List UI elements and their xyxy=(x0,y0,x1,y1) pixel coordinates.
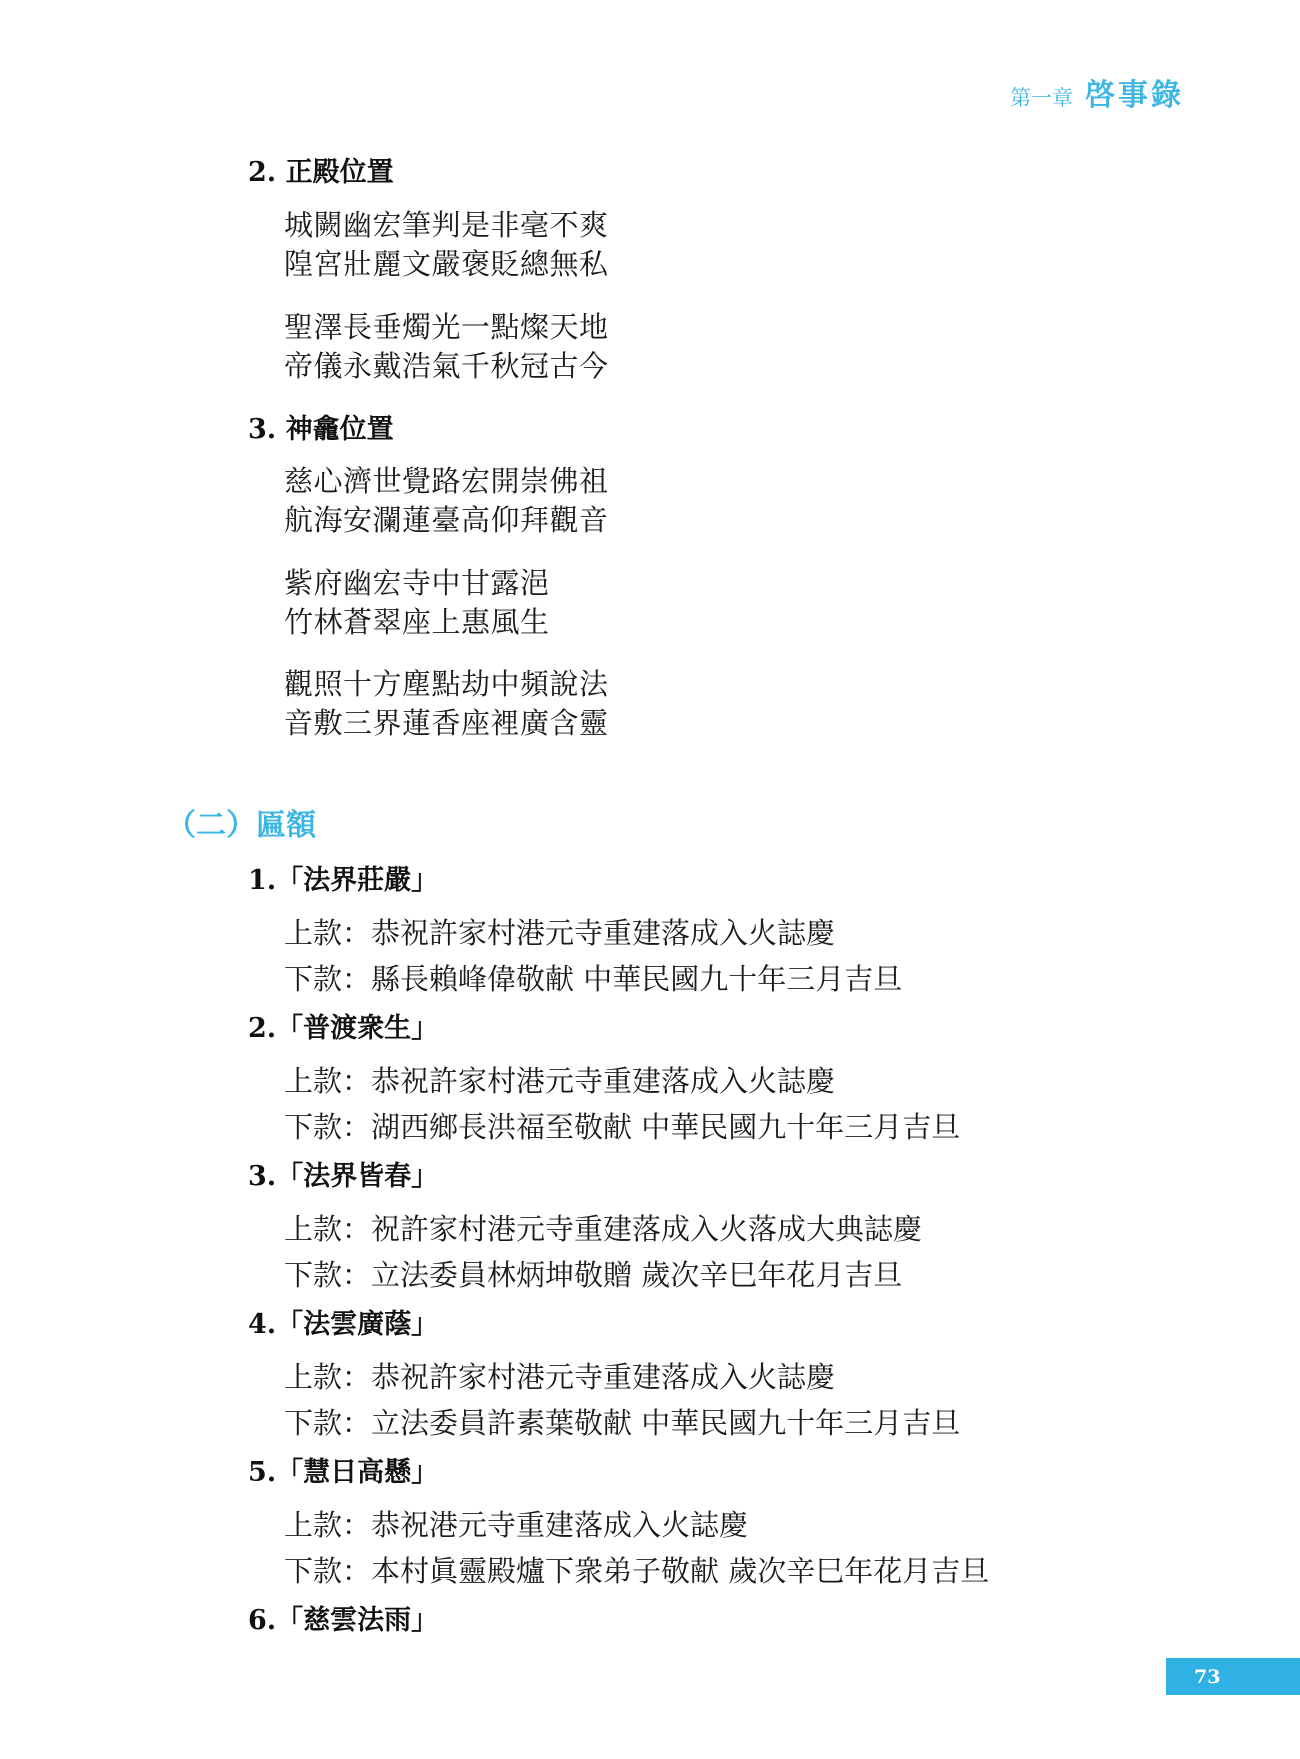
couplet-line: 隍宮壯麗文嚴褒貶總無私 xyxy=(284,247,609,281)
section-heading-shrine: 3. 神龕位置 xyxy=(248,414,394,445)
plaque-title: 5.「慧日高懸」 xyxy=(248,1457,439,1488)
couplet-line: 音敷三界蓮香座裡廣含靈 xyxy=(284,706,609,740)
plaque-lower-inscription: 下款：本村眞靈殿爐下衆弟子敬献 歲次辛巳年花月吉旦 xyxy=(284,1554,990,1588)
chapter-label: 第一章 xyxy=(1010,86,1073,110)
couplet-line: 航海安瀾蓮臺高仰拜觀音 xyxy=(284,503,609,537)
couplet-line: 紫府幽宏寺中甘露浥 xyxy=(284,566,550,600)
couplet-line: 城闕幽宏筆判是非毫不爽 xyxy=(284,208,609,242)
plaque-lower-inscription: 下款：立法委員許素葉敬献 中華民國九十年三月吉旦 xyxy=(284,1406,961,1440)
running-header xyxy=(1010,70,1184,114)
plaque-title: 4.「法雲廣蔭」 xyxy=(248,1309,439,1340)
plaque-title: 3.「法界皆春」 xyxy=(248,1161,439,1192)
section-heading-main-hall: 2. 正殿位置 xyxy=(248,157,394,188)
plaque-upper-inscription: 上款：祝許家村港元寺重建落成入火落成大典誌慶 xyxy=(284,1212,923,1246)
couplet-line: 竹林蒼翠座上惠風生 xyxy=(284,605,550,639)
couplet-line: 帝儀永戴浩氣千秋冠古今 xyxy=(284,349,609,383)
plaque-lower-inscription: 下款：立法委員林炳坤敬贈 歲次辛巳年花月吉旦 xyxy=(284,1258,903,1292)
couplet-line: 慈心濟世覺路宏開崇佛祖 xyxy=(284,464,609,498)
couplet-line: 聖澤長垂燭光一點燦天地 xyxy=(284,310,609,344)
chapter-title: 啓事錄 xyxy=(1085,78,1184,113)
plaque-title: 2.「普渡衆生」 xyxy=(248,1013,439,1044)
plaque-title: 1.「法界莊嚴」 xyxy=(248,865,439,896)
page-number: 73 xyxy=(1166,1658,1300,1695)
section-heading-plaques: （二）匾額 xyxy=(166,808,316,843)
plaque-lower-inscription: 下款：湖西鄉長洪福至敬献 中華民國九十年三月吉旦 xyxy=(284,1110,961,1144)
plaque-upper-inscription: 上款：恭祝港元寺重建落成入火誌慶 xyxy=(284,1508,749,1542)
plaque-upper-inscription: 上款：恭祝許家村港元寺重建落成入火誌慶 xyxy=(284,1360,836,1394)
plaque-upper-inscription: 上款：恭祝許家村港元寺重建落成入火誌慶 xyxy=(284,916,836,950)
couplet-line: 觀照十方塵點劫中頻說法 xyxy=(284,667,609,701)
plaque-lower-inscription: 下款：縣長賴峰偉敬献 中華民國九十年三月吉旦 xyxy=(284,962,903,996)
plaque-upper-inscription: 上款：恭祝許家村港元寺重建落成入火誌慶 xyxy=(284,1064,836,1098)
plaque-title: 6.「慈雲法雨」 xyxy=(248,1605,439,1636)
